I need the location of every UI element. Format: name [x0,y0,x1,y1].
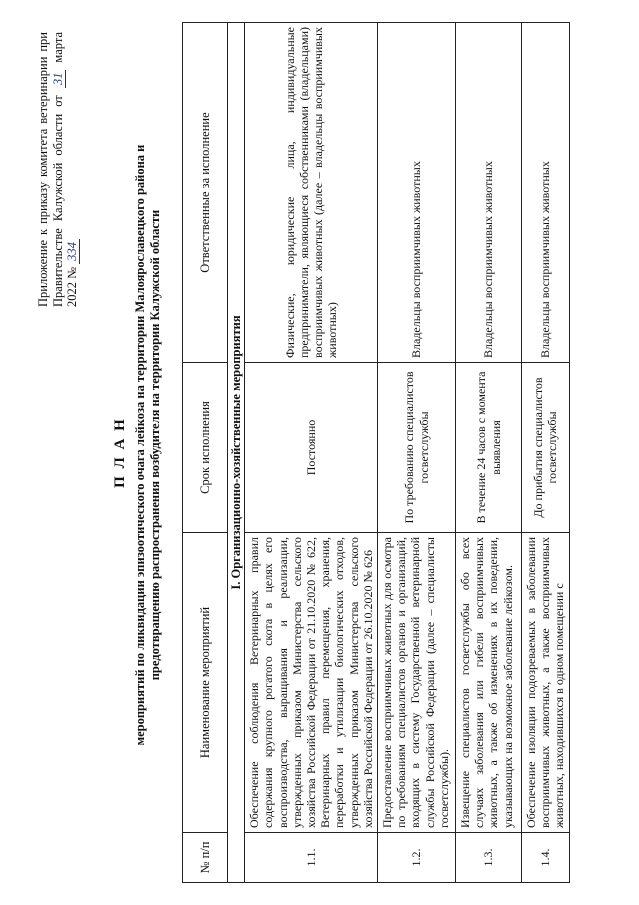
row-term: По требованию специалистов госветслужбы [378,363,456,533]
plan-subtitle [133,105,163,785]
table-row [522,23,570,883]
row-responsible: Владельцы восприимчивых животных [456,23,522,363]
row-num: 1.2. [378,833,456,883]
section-title: I. Организационно-хозяйственные мероприятия [228,23,245,883]
header-responsible: Ответственные за исполнение [183,23,228,363]
header-term: Срок исполнения [183,363,228,533]
subtitle-line-1: мероприятий по ликвидации эпизоотического очага лейкоза на территории Малоярославецкого района и [133,144,147,746]
row-name: Извещение специалистов госветслужбы обо всех случаях заболевания или гибели восприимчивых животных, а также об изменениях в их поведении, указывающих на возможное заболевание лейкозом. [456,533,522,833]
row-term: Постоянно [245,363,378,533]
appendix-number: 334 [65,239,80,264]
header-name: Наименование мероприятий [183,533,228,833]
table-row [378,23,456,883]
row-num: 1.1. [245,833,378,883]
row-term: До прибытия специалистов госветслужбы [522,363,570,533]
plan-title: П Л А Н [112,417,128,488]
appendix-day: 31 [51,70,66,89]
plan-table [182,22,570,883]
row-name: Предоставление восприимчивых животных для осмотра по требованиям специалистов органов и организаций, входящих в систему Государственной ветеринарной службы Российской Федерации (далее – специалисты госветслужбы). [378,533,456,833]
row-responsible: Владельцы восприимчивых животных [522,23,570,363]
appendix-text: Приложение к приказу комитета ветеринарии при Правительстве Калужской области от [36,32,65,307]
row-num: 1.3. [456,833,522,883]
table-row [456,23,522,883]
header-num: № п/п [183,833,228,883]
subtitle-line-2: предотвращению распространения возбудителя на территории Калужской области [148,209,162,681]
table-header-row [183,23,228,883]
appendix-note [36,32,80,307]
section-row [228,23,245,883]
row-responsible: Владельцы восприимчивых животных [378,23,456,363]
table-row [245,23,378,883]
row-name: Обеспечение соблюдения Ветеринарных правил содержания крупного рогатого скота в целях его воспроизводства, выращивания и реализации, утвержденных приказом Министерства сельского хозяйства Российской Федерации от 21.10.2020 № 622, Ветеринарных правил перемещения, хранения, переработки и утилизации биологических отходов, утвержденных приказом Министерства сельского хозяйства Российской Федерации от 26.10.2020 № 626 [245,533,378,833]
row-responsible: Физические, юридические лица, индивидуальные предприниматели, являющиеся собственниками (владельцами) восприимчивых животных (далее – владельцы восприимчивых животных) [245,23,378,363]
row-term: В течение 24 часов с момента выявления [456,363,522,533]
row-num: 1.4. [522,833,570,883]
appendix-date-tail: марта 2022 № [50,31,79,307]
row-name: Обеспечение изоляции подозреваемых в заболевании восприимчивых животных, а также восприимчивых животных, находившихся в одном помещении с [522,533,570,833]
